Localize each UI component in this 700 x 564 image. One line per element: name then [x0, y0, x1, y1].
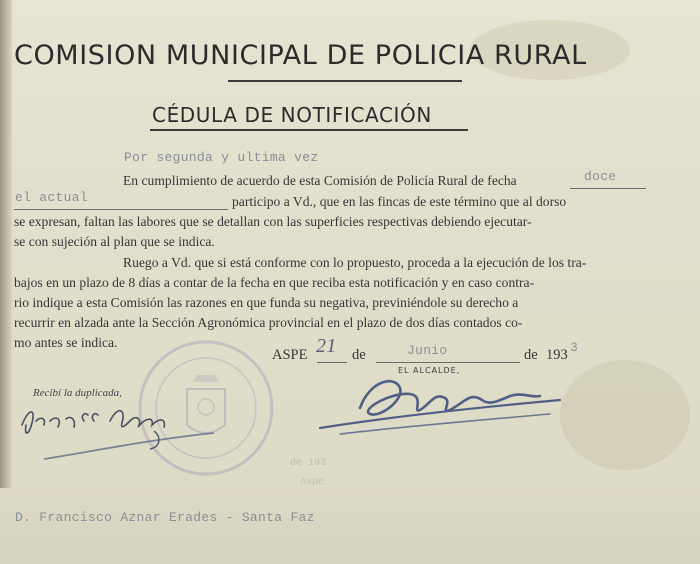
alcalde-label: EL ALCALDE,	[398, 366, 461, 375]
title-rule	[228, 80, 462, 82]
dateline-de2: de	[524, 347, 538, 363]
day-fill-line	[317, 362, 347, 363]
paragraph2-line3: rio indique a esta Comisión las razones en que funda su negativa, previniéndole su derecho a	[14, 295, 519, 310]
dateline-de1: de	[352, 347, 366, 363]
handwritten-day: 21	[316, 335, 337, 357]
paragraph1-line4: se con sujeción al plan que se indica.	[14, 234, 215, 249]
paragraph2-line4: recurrir en alzada ante la Sección Agronómica provincial en el plazo de dos días contados co-	[14, 315, 523, 330]
receipt-label: Recibí la duplicada,	[33, 387, 122, 399]
paragraph2-line5: mo antes se indica.	[14, 335, 118, 350]
binding-edge	[0, 0, 12, 564]
paragraph2-line2: bajos en un plazo de 8 días a contar de la fecha en que reciba esta notificación y en caso contra-	[14, 275, 535, 290]
paragraph1-line3: se expresan, faltan las labores que se detallan con las superficies respectivas debiendo ejecutar-	[14, 214, 532, 229]
month-fill-line	[376, 362, 520, 363]
year-prefix: 193	[546, 347, 568, 363]
addressee-strip	[0, 488, 700, 564]
receiver-signature	[14, 395, 234, 465]
place-label: ASPE	[272, 347, 308, 363]
typed-notice: Por segunda y ultima vez	[124, 150, 319, 165]
typed-year-digit: 3	[570, 340, 579, 355]
alcalde-signature	[300, 370, 580, 440]
typed-month: Junio	[407, 343, 448, 358]
paragraph1-line1: En cumplimiento de acuerdo de esta Comisión de Policía Rural de fecha	[123, 173, 517, 188]
recipient-fill-line	[14, 209, 228, 210]
bleed-through-text: Aspe	[300, 477, 325, 488]
paragraph1-line2: participo a Vd., que en las fincas de este término que al dorso	[232, 194, 567, 209]
bleed-through-text: de 193	[290, 458, 327, 469]
typed-recipient-fill: el actual	[15, 190, 88, 205]
paragraph2-line1: Ruego a Vd. que si está conforme con lo propuesto, proceda a la ejecución de los tra-	[123, 255, 587, 270]
subtitle-underline	[150, 129, 468, 131]
typed-date-fill: doce	[584, 169, 617, 184]
typed-addressee: D. Francisco Aznar Erades - Santa Faz	[15, 510, 315, 525]
document-subtitle: CÉDULA DE NOTIFICACIÓN	[152, 103, 432, 127]
date-fill-line	[570, 188, 646, 189]
page-title: COMISION MUNICIPAL DE POLICIA RURAL	[14, 40, 587, 71]
